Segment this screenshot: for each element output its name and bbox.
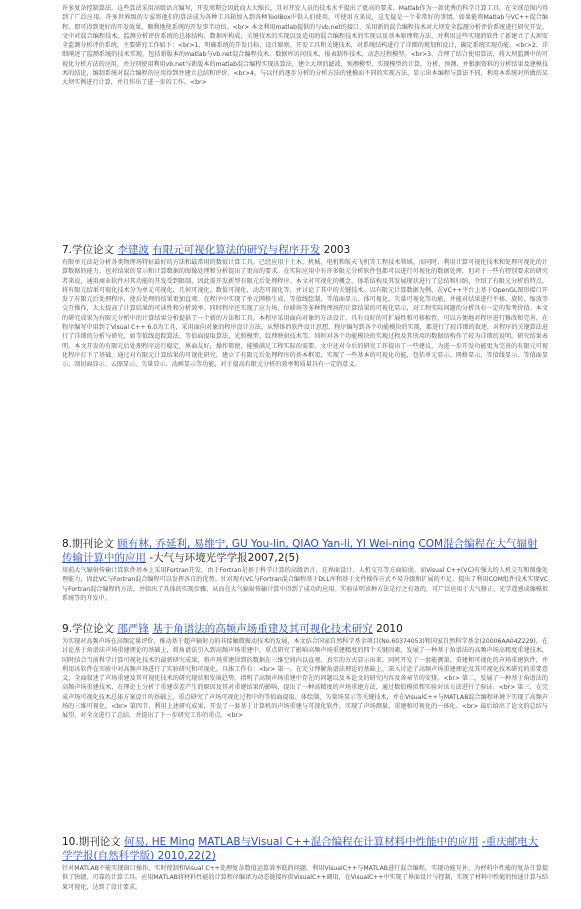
author-link[interactable]: 顾有林, 乔延利, 易维宁, GU You-lin, QIAO Yan-li, YI Wei-ning	[117, 538, 416, 550]
entry-source: 2003	[323, 244, 351, 256]
author-link[interactable]: 邵严锋	[117, 623, 149, 635]
entry-9-heading	[62, 622, 548, 636]
entry-10-heading	[62, 835, 548, 863]
entry-type: 学位论文	[72, 244, 115, 256]
entry-10	[62, 835, 548, 902]
entry-9-abstract: 为实现对高频声场在高频定量评价，推动基于超声辐射力的非接触微振动技术的发展，本文结合国家自然科学基金项目(No.60374053)和国家自然科学基金(20006AA04Z229)，在讨论基于角谱法声场重建理论的基础上，将角谱法引入到高频声场重建中，重点研究了影响高频声场重建精度的四个关键因素，发展了一种基于角谱法的高频声场高精度重建技术，同时结合当前科学计算可视化技术的最新研究成果，将声场重建得到的数据在三维空间内以直观、真实的方式显示出来。同时开发了一套能测量、重建和可视化的声场重建软件，并利用该软件在实验中对高频声场进行了实验研究和可视化。具体工作有：<br> 第一，在充分理解角谱法理论的基础上，深入讨论了高频声场重建理论及其可视化技术研究的重要意义，全面叙述了声场重建及其可视化技术的研究现状和发展趋势，指明了高频声场重建中存在的问题以及本论文的研究内容及各章节的安排。<br> 第二，发展了一种基于角谱法的高频声场重建技术，在理论上分析了重建误差产生的原因及其对重建结果的影响，提出了一种高精度的声场重建方法，通过数值模拟和实验对该方法进行了验证。<br> 第三，在完成声场可视化技术总体方案设计的基础上，重点研究了声场可视化过程中的等值面提取、体绘制、矢量场显示等关键技术，并在VisualC++与MATLAB混合编程环境下实现了高频声场的三维可视化。<br> 第四节，利用上述研究成果，开发了一套基于计算机的声场重建与可视化软件，实现了声场测量、重建和可视化的一体化。<br> 最后给出了论文的总结与展望，对全文进行了总结，并提出了下一步研究工作的重点。<br>	[62, 638, 548, 720]
title-link[interactable]: COM混合编程在大气辐射传输计算中的应用	[62, 538, 538, 564]
entry-7-heading	[62, 243, 548, 257]
entry-8	[62, 537, 548, 603]
author-link[interactable]: 何易, HE Ming	[124, 836, 195, 848]
entry-type: 期刊论文	[72, 538, 115, 550]
title-link[interactable]: 有限元可视化算法的研究与程序开发	[152, 244, 321, 256]
intro-block	[62, 4, 548, 236]
entry-8-heading	[62, 537, 548, 565]
entry-number: 7.	[62, 244, 73, 256]
entry-type: 期刊论文	[78, 836, 121, 848]
entry-7	[62, 243, 548, 536]
entry-type: 学位论文	[72, 623, 115, 635]
entry-number: 10.	[62, 836, 79, 848]
entry-source: 2010	[376, 623, 403, 635]
entry-number: 8.	[62, 538, 73, 550]
title-link[interactable]: 基于角谱法的高频声场重建及其可视化技术研究	[152, 623, 373, 635]
entry-10-abstract: 针对MATLAB不能实现窗口操作、实时控制和Visual C++处理复杂数值运算效率低的问题，利用VisualC++与MATLAB进行混合编程，实现功能互补，为材料中性能的复杂计算提供了快捷、可靠的计算工具。应用MATLAB将材料性能的计算程序编译为动态链接库供VisualC++调用，在VisualC++中实现了界面设计与控制，实现了材料中性能的快速计算与结果可视化，达到了设计要求。	[62, 865, 548, 891]
entry-source: -大气与环境光学学报2007,2(5)	[149, 552, 300, 564]
entry-8-abstract: 用前大气辐射传输计算软件基本上采用Fortran开发，由于Fortran是基于科学计算的高级语言，在界面设计、人机交互等方面较弱，而Visual C++(VC)有强大的人机交互和图像处理能力，因此VC与Fortran混合编程可以发挥各自的优势。针对现有VC与Fortran混合编程基于DLL库和基于文件操作方式不易升级和扩展的不足，提出了利用COM组件技术实现VC与Fortran混合编程的方法，并给出了具体的实现步骤，从而在大气辐射传输计算中得到了成功的应用。实验证明该种方法是行之有效的，可广泛应用于大气修正、光学遥感成像模拟系统等的开发中。	[62, 567, 548, 602]
intro-text: 许多复杂控制算法。这些算法采用高级语言编写，开发周期会因此而大大缩长，且对开发人员的技术水平提出了更高的要求。Matlab作为一款优秀的科学计算工具，在全球范围内得到了广泛应用。许多世界级的专家将他们的算法成为各种工具箱加入到各种ToolBox中供人们使用，可使用方来说，这无疑是一个非常好的事情。如果能将Matlab与VC++混合编程，即可得到更好的开发效果，顺利地使系统的开发事半功倍。<br> 本文利用matlab提供的与vb.net的接口，采用新的混合编程技术对大坝安全监测分析评价系统进行研究开发。文中对混合编程技术、监测分析评价系统的总体结构、数据库构成、关键技术的实现以及适用的混合编程技术的实现以及基本原理和方法，并利用这些实现的软件了新建立了大坝安全监测分析评价系统。主要研究工作如下：<br>1、明确系统的开发目标、设计原则、开发工具和关键技术，对系统结构进行了详细的规划和设计，确定系统实现功能。<br>2、详细阐述了监测系统的技术实现，包括新版本的matlab与vb.net混合编程技术、数据库访问技术、报表制作技术、动态过程模型。<br>3、合理了结合使用算法，将大坝监测中的可视化分析方法的应用，并分别使用利用vb.net与新版本的matlab混合编程实现该算法，建立大坝的滤波、预测模型，实现模型的计算、分析、预测、并根据资料的分析结果及建模技术的结论，编制系统对混合编程的应用得到并建立总结和评价。<br>4、与以往的逐步分析的分析方法的建模而不同的实现方法，显示出本编程与算法不同，利用本系统对所做的某大坝实例进行计算，并且作出了进一步的工作。<br>	[62, 5, 548, 87]
source-link[interactable]: -重庆邮电大学学报(自然科学版) 2010,22(2)	[62, 836, 539, 862]
entry-number: 9.	[62, 623, 73, 635]
title-link[interactable]: MATLAB与Visual C++混合编程在计算材料中性能中的应用	[198, 836, 479, 848]
entry-7-abstract: 有限单元法是分析各类物理场特征最好的方法和最常用的数值计算工具，已经应用于土木、机械、电机和航天飞机等工程技术领域。而同时，利用计算可视化技术和处理可视化的计算数据的能力，也对结果的显示和计算数据的图像处理和分析提出了更高的要求。在实际应用中有许多限元分析软件包都可以进行可视化的数据处理，但对于一些有特别要求的研究者来说，通用商业软件对其功能的开发受到限制，因此需开发新型有限元后处理程序。本文对可视化的概念、体系结构及其发展现状进行了总结和归纳，介绍了有限元分析的特点，将有限元结果可视化技术分为单元可视化、几何可视化、数值可视化、动态可视化等，并讨论了其中的关键技术。以有限元计算数据为例，在VC++平台上基于OpenGL图形接口开发了有限元后处理程序，使后处理的结果更加直观。在程序中实现了单元网格生成、等值线绘制、等值面显示、体可视化、矢量可视化等功能，并能对结果进行平移、旋转、缩放等交互操作，大大提高了计算结果的可读性和分析效率。同时程序还实现了应力场、位移场等多种物理场的计算结果的可视化显示，对工程实际问题的分析具有一定的参考价值。本文的研究成果为有限元分析中的计算结果分析提供了一个新的方法和工具。本程序采用面向对象的方法设计，具有良好的可扩展性和可移植性，可以方便地对程序进行修改和完善。在程序编写中用到了Visual C++ 6.0为工具，采用面向对象的程序设计方法，从整体的软件设计思想、程序编写到各个功能模块的实现，都进行了较详细的叙述，对程序的关键算法进行了详细的分析与研究，如等值线追踪算法、等值面提取算法、光照模型、纹理映射技术等。同时对各个功能模块的实现过程及其所用的数据结构作了较为详细的说明。研究结果表明，本文开发的有限元后处理程序运行稳定，界面友好，操作简便，能够满足工程实际的需要。文中还对今后的研究工作提出了一些建议，为进一步开发功能更为完善的有限元可视化程序打下了基础。通过对有限元计算结果的可视化研究，建立了有限元后处理程序的基本框架，实现了一些基本的可视化功能，包括单元显示、网格显示、等值线显示、等值面显示、剖切面显示、云图显示、矢量显示、动画显示等功能，对于提高有限元分析的效率和质量具有一定的意义。	[62, 259, 548, 369]
author-link[interactable]: 李建波	[117, 244, 149, 256]
entry-9	[62, 622, 548, 841]
